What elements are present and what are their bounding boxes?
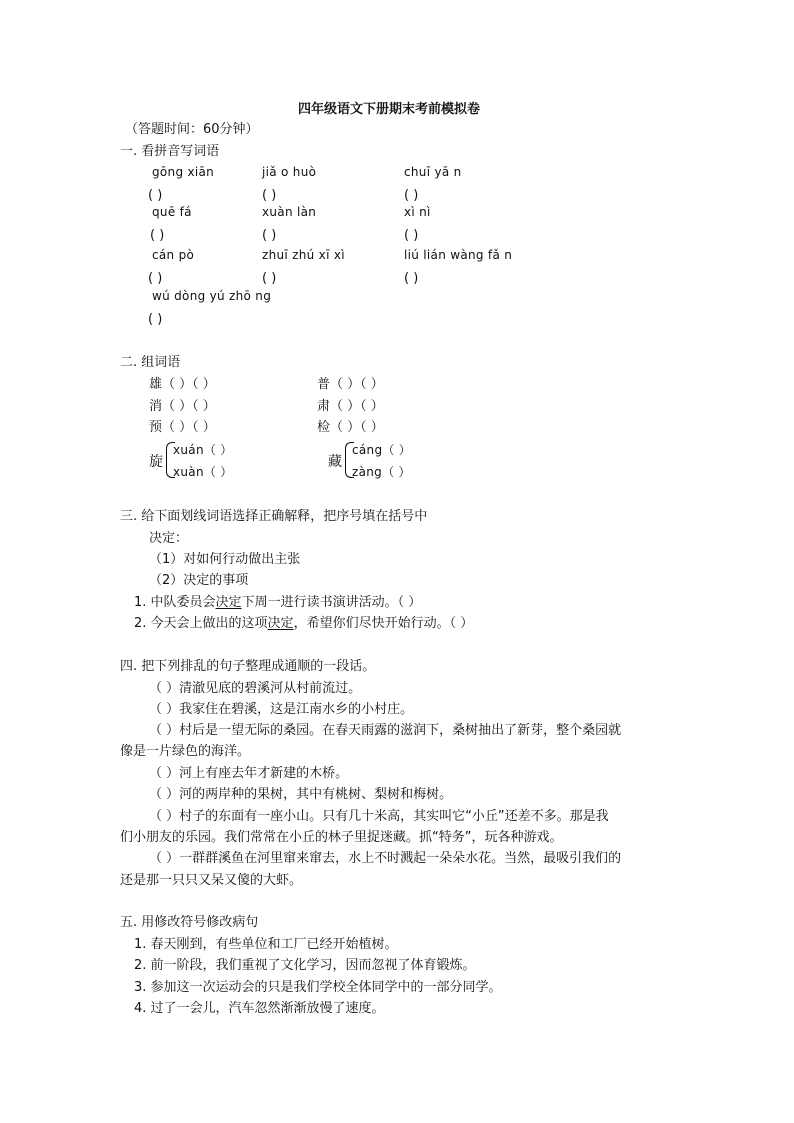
pinyin-item: wú dòng yú zhō ng — [152, 289, 272, 303]
sentence-line[interactable]: （ ）村后是一望无际的桑园。在春天雨露的滋润下，桑树抽出了新芽，整个桑园就 — [149, 723, 622, 738]
section-1-heading: 一. 看拼音写词语 — [120, 144, 220, 159]
sentence-line-continued: 像是一片绿色的海洋。 — [120, 744, 251, 759]
section-4-heading: 四. 把下列排乱的句子整理成通顺的一段话。 — [120, 659, 376, 674]
polyphone-reading[interactable]: xuàn（ ） — [173, 465, 233, 479]
polyphone-char: 旋 — [149, 454, 163, 470]
pinyin-item: zhuī zhú xī xì — [262, 248, 345, 262]
word-group-row[interactable]: 肃（ ）（ ） — [317, 399, 384, 414]
word-group-row[interactable]: 预（ ）（ ） — [149, 420, 216, 435]
pinyin-item: gōng xiān — [152, 165, 215, 179]
section-3-heading: 三. 给下面划线词语选择正确解释，把序号填在括号中 — [120, 509, 428, 524]
answer-blank[interactable]: ( ) — [262, 188, 277, 203]
faulty-sentence[interactable]: 4. 过了一会儿，汽车忽然渐渐放慢了速度。 — [134, 1001, 385, 1016]
pinyin-item: liú lián wàng fǎ n — [404, 248, 513, 262]
sentence-line[interactable]: （ ）村子的东面有一座小山。只有几十米高，其实叫它“小丘”还差不多。那是我 — [149, 809, 609, 824]
answer-blank[interactable]: ( ) — [148, 271, 163, 286]
pinyin-item: xì nì — [404, 205, 431, 219]
underlined-term: 决定 — [267, 616, 294, 631]
pinyin-item: quē fá — [152, 205, 192, 219]
answer-blank[interactable]: ( ) — [150, 228, 165, 243]
term-label: 决定： — [149, 531, 189, 546]
section-5-heading: 五. 用修改符号修改病句 — [120, 915, 259, 930]
definition-option: （2）决定的事项 — [149, 573, 249, 588]
underlined-term: 决定 — [215, 595, 242, 610]
time-note: （答题时间：60分钟） — [125, 122, 259, 137]
faulty-sentence[interactable]: 2. 前一阶段，我们重视了文化学习，因而忽视了体育锻炼。 — [134, 958, 476, 973]
word-group-row[interactable]: 消（ ）（ ） — [149, 399, 216, 414]
word-group-row[interactable]: 普（ ）（ ） — [317, 377, 384, 392]
pinyin-item: xuàn làn — [262, 205, 317, 219]
sentence-line[interactable]: （ ）我家住在碧溪，这是江南水乡的小村庄。 — [149, 702, 414, 717]
sentence-line-continued: 还是那一只只又呆又傻的大虾。 — [120, 873, 303, 888]
section-2-heading: 二. 组词语 — [120, 355, 181, 370]
answer-blank[interactable]: ( ) — [148, 188, 163, 203]
polyphone-reading[interactable]: zàng（ ） — [352, 465, 411, 479]
question-item[interactable]: 2. 今天会上做出的这项决定，希望你们尽快开始行动。（ ） — [134, 616, 474, 631]
answer-blank[interactable]: ( ) — [404, 188, 419, 203]
faulty-sentence[interactable]: 1. 春天刚到，有些单位和工厂已经开始植树。 — [134, 937, 398, 952]
sentence-line[interactable]: （ ）河上有座去年才新建的木桥。 — [149, 766, 349, 781]
sentence-line[interactable]: （ ）一群群溪鱼在河里窜来窜去，水上不时溅起一朵朵水花。当然，最吸引我们的 — [149, 851, 622, 866]
definition-option: （1）对如何行动做出主张 — [149, 552, 301, 567]
pinyin-item: chuī yā n — [404, 165, 462, 179]
pinyin-item: cán pò — [152, 248, 195, 262]
sentence-line[interactable]: （ ）河的两岸种的果树，其中有桃树、梨树和梅树。 — [149, 787, 453, 802]
question-item[interactable]: 1. 中队委员会决定下周一进行读书演讲活动。（ ） — [134, 595, 422, 610]
answer-blank[interactable]: ( ) — [262, 228, 277, 243]
word-group-row[interactable]: 检（ ）（ ） — [317, 420, 384, 435]
pinyin-item: jiǎ o huò — [262, 165, 317, 179]
sentence-line[interactable]: （ ）清澈见底的碧溪河从村前流过。 — [149, 681, 362, 696]
answer-blank[interactable]: ( ) — [404, 228, 419, 243]
polyphone-reading[interactable]: xuán（ ） — [173, 443, 233, 457]
polyphone-char: 藏 — [328, 454, 342, 470]
answer-blank[interactable]: ( ) — [262, 271, 277, 286]
polyphone-reading[interactable]: cáng（ ） — [352, 443, 412, 457]
answer-blank[interactable]: ( ) — [148, 312, 163, 327]
word-group-row[interactable]: 雄（ ）（ ） — [149, 377, 216, 392]
sentence-line-continued: 们小朋友的乐园。我们常常在小丘的林子里捉迷藏。抓“特务”，玩各种游戏。 — [120, 830, 563, 845]
faulty-sentence[interactable]: 3. 参加这一次运动会的只是我们学校全体同学中的一部分同学。 — [134, 980, 502, 995]
page-title: 四年级语文下册期末考前模拟卷 — [298, 102, 481, 117]
answer-blank[interactable]: ( ) — [404, 271, 419, 286]
